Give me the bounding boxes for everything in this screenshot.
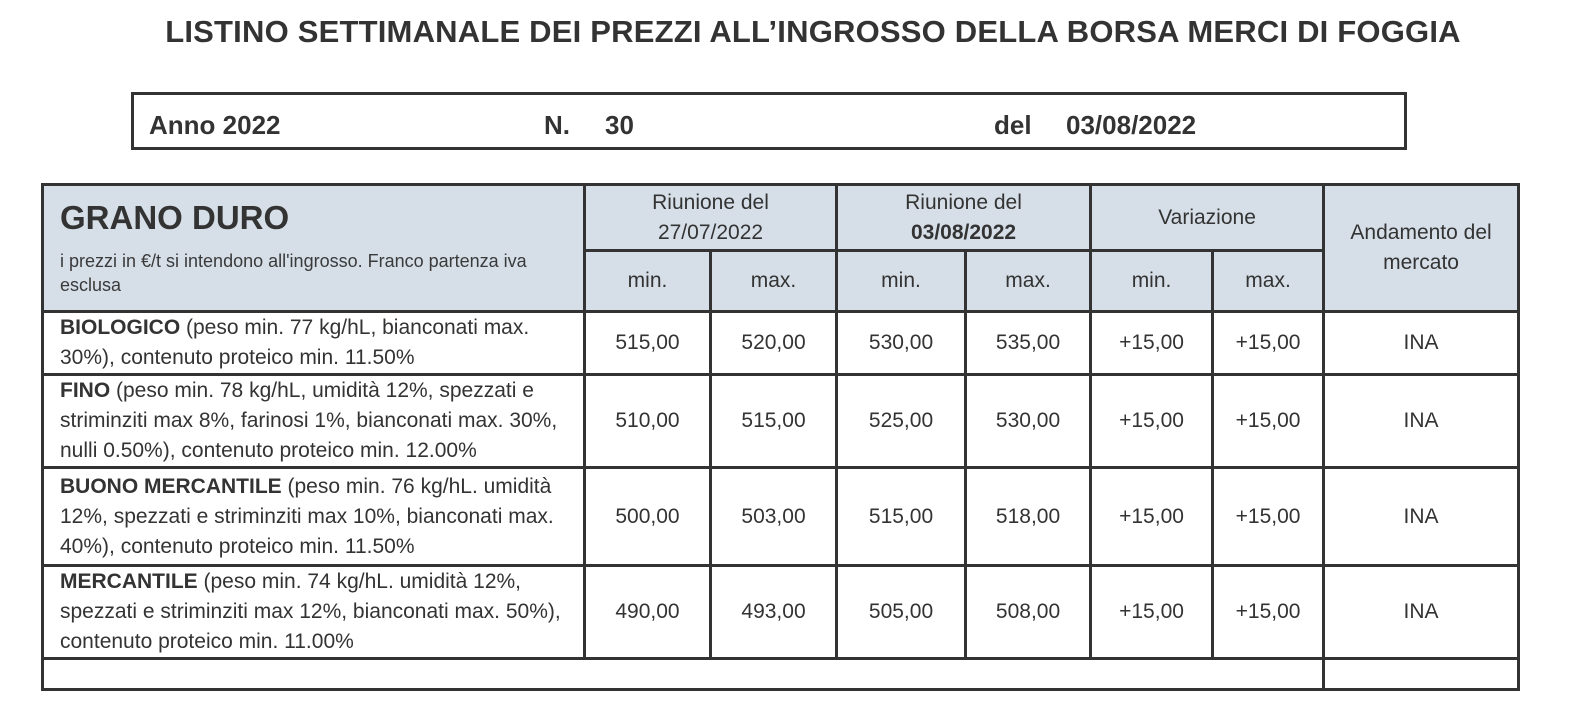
trend-header-line1: Andamento del xyxy=(1350,221,1492,244)
trend-value: INA xyxy=(1324,468,1519,566)
var-min-value: +15,00 xyxy=(1091,566,1213,659)
trend-value: INA xyxy=(1324,566,1519,659)
prev-meeting-header xyxy=(585,185,837,251)
table-row xyxy=(43,566,1519,659)
product-description xyxy=(43,312,585,375)
variation-header: Variazione xyxy=(1091,185,1324,251)
prev-meeting-label: Riunione del xyxy=(652,190,769,214)
number-label: N. xyxy=(544,110,570,140)
table-row xyxy=(43,312,1519,375)
empty-footer-trend-cell xyxy=(1324,659,1519,690)
var-max-value: +15,00 xyxy=(1213,468,1324,566)
product-description xyxy=(43,566,585,659)
product-name: BIOLOGICO xyxy=(60,316,181,339)
trend-value: INA xyxy=(1324,312,1519,375)
product-details: (peso min. 74 kg/hL. umidità 12%, spezzati e striminziti max 12%, bianconati max. 50%), contenuto proteico min. 11.00% xyxy=(60,570,561,653)
curr-min-value: 515,00 xyxy=(837,468,966,566)
curr-min-value: 505,00 xyxy=(837,566,966,659)
product-name: BUONO MERCANTILE xyxy=(60,474,282,498)
product-details: (peso min. 77 kg/hL, bianconati max. 30%), contenuto proteico min. 11.50% xyxy=(60,316,530,369)
var-min-header: min. xyxy=(1091,251,1213,312)
bulletin-info-box xyxy=(131,92,1407,150)
var-min-value: +15,00 xyxy=(1091,375,1213,468)
prev-max-value: 515,00 xyxy=(711,375,837,468)
prev-min-value: 510,00 xyxy=(585,375,711,468)
price-note: i prezzi in €/t si intendono all'ingrosso. Franco partenza iva esclusa xyxy=(60,251,527,295)
curr-min-value: 530,00 xyxy=(837,312,966,375)
year-label: Anno 2022 xyxy=(149,110,281,140)
var-min-value: +15,00 xyxy=(1091,468,1213,566)
prev-min-value: 500,00 xyxy=(585,468,711,566)
curr-meeting-header xyxy=(837,185,1091,251)
empty-footer-cell xyxy=(43,659,1324,690)
table-row xyxy=(43,468,1519,566)
var-min-value: +15,00 xyxy=(1091,312,1213,375)
product-details: (peso min. 76 kg/hL. umidità 12%, spezzati e striminziti max 10%, bianconati max. 40%), contenuto proteico min. 11.50% xyxy=(60,474,554,558)
table-row xyxy=(43,375,1519,468)
var-max-value: +15,00 xyxy=(1213,312,1324,375)
prev-max-value: 520,00 xyxy=(711,312,837,375)
curr-min-header: min. xyxy=(837,251,966,312)
product-description xyxy=(43,375,585,468)
curr-max-value: 530,00 xyxy=(966,375,1091,468)
number-value: 30 xyxy=(605,110,634,140)
curr-max-value: 508,00 xyxy=(966,566,1091,659)
curr-max-value: 518,00 xyxy=(966,468,1091,566)
product-title: GRANO DURO xyxy=(60,199,290,236)
prev-meeting-date: 27/07/2022 xyxy=(657,220,764,244)
curr-min-value: 525,00 xyxy=(837,375,966,468)
product-name: MERCANTILE xyxy=(60,570,198,593)
trend-header-line2: mercato xyxy=(1383,251,1459,274)
curr-meeting-label: Riunione del xyxy=(905,190,1022,214)
date-label: del xyxy=(994,110,1032,140)
page-title: LISTINO SETTIMANALE DEI PREZZI ALL’INGROSSO DELLA BORSA MERCI DI FOGGIA xyxy=(165,14,1461,49)
empty-footer-row xyxy=(43,659,1519,690)
price-table xyxy=(41,183,1520,691)
product-name: FINO xyxy=(60,379,111,402)
curr-max-value: 535,00 xyxy=(966,312,1091,375)
product-details: (peso min. 78 kg/hL, umidità 12%, spezzati e striminziti max 8%, farinosi 1%, bianconati max. 30%, nulli 0.50%), contenuto proteico min. 12.00% xyxy=(60,379,558,462)
product-description xyxy=(43,468,585,566)
prev-min-header: min. xyxy=(585,251,711,312)
curr-meeting-date: 03/08/2022 xyxy=(910,220,1017,244)
prev-max-value: 493,00 xyxy=(711,566,837,659)
var-max-value: +15,00 xyxy=(1213,375,1324,468)
date-value: 03/08/2022 xyxy=(1066,110,1197,140)
product-header-cell xyxy=(43,185,585,312)
trend-header xyxy=(1324,185,1519,312)
var-max-value: +15,00 xyxy=(1213,566,1324,659)
prev-max-header: max. xyxy=(711,251,837,312)
trend-value: INA xyxy=(1324,375,1519,468)
var-max-header: max. xyxy=(1213,251,1324,312)
curr-max-header: max. xyxy=(966,251,1091,312)
prev-min-value: 515,00 xyxy=(585,312,711,375)
prev-max-value: 503,00 xyxy=(711,468,837,566)
prev-min-value: 490,00 xyxy=(585,566,711,659)
